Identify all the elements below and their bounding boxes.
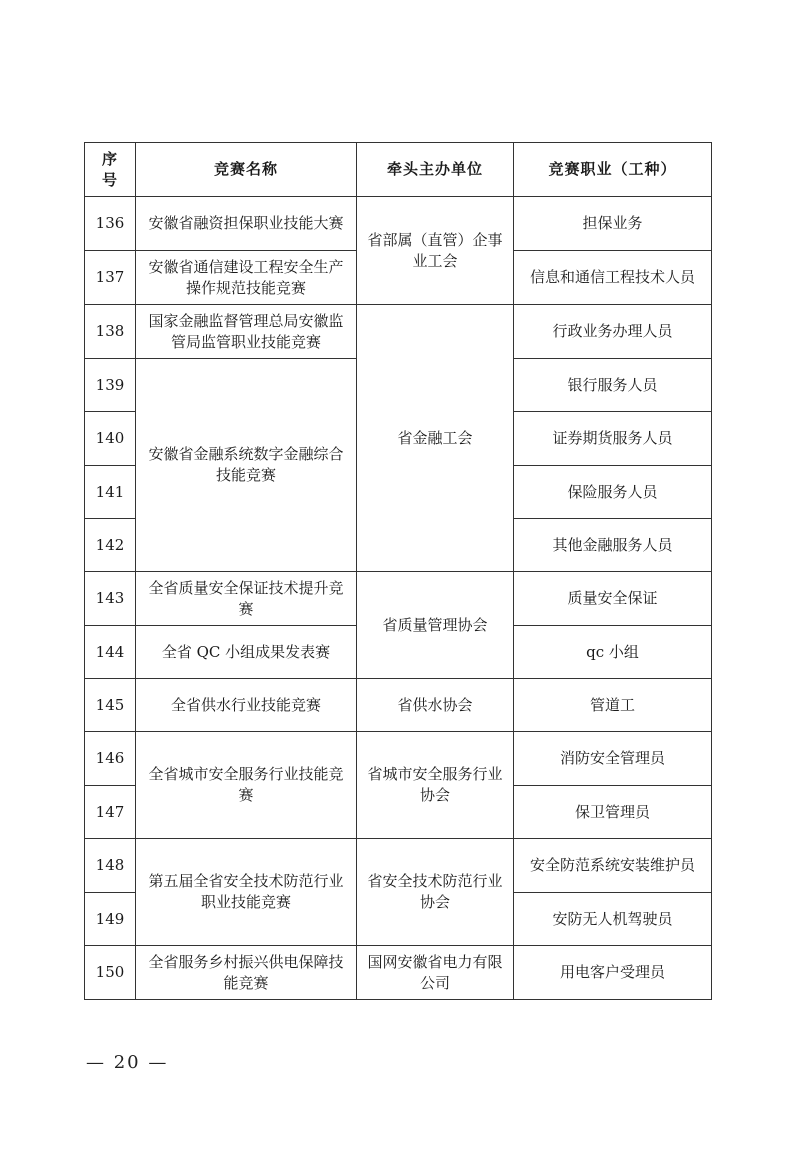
job-type: 担保业务 — [514, 197, 712, 251]
job-type: 用电客户受理员 — [514, 946, 712, 1000]
row-number: 139 — [85, 359, 136, 412]
competition-table — [84, 142, 712, 1000]
organizer: 省金融工会 — [357, 305, 514, 572]
header-name: 竞赛名称 — [136, 143, 357, 197]
row-number: 148 — [85, 839, 136, 893]
table-row — [85, 946, 712, 1000]
table-row — [85, 305, 712, 359]
competition-name: 第五届全省安全技术防范行业职业技能竞赛 — [136, 839, 357, 946]
competition-name: 安徽省融资担保职业技能大赛 — [136, 197, 357, 251]
organizer: 省安全技术防范行业协会 — [357, 839, 514, 946]
competition-name: 安徽省通信建设工程安全生产操作规范技能竞赛 — [136, 251, 357, 305]
organizer: 省供水协会 — [357, 679, 514, 732]
organizer: 省质量管理协会 — [357, 572, 514, 679]
organizer: 省部属（直管）企事业工会 — [357, 197, 514, 305]
job-type: qc 小组 — [514, 626, 712, 679]
competition-name: 全省服务乡村振兴供电保障技能竞赛 — [136, 946, 357, 1000]
row-number: 138 — [85, 305, 136, 359]
header-job: 竞赛职业（工种） — [514, 143, 712, 197]
job-type: 管道工 — [514, 679, 712, 732]
job-type: 信息和通信工程技术人员 — [514, 251, 712, 305]
competition-name: 国家金融监督管理总局安徽监管局监管职业技能竞赛 — [136, 305, 357, 359]
competition-name: 全省供水行业技能竞赛 — [136, 679, 357, 732]
row-number: 147 — [85, 786, 136, 839]
job-type: 安全防范系统安装维护员 — [514, 839, 712, 893]
table-row — [85, 679, 712, 732]
table-row — [85, 732, 712, 786]
row-number: 150 — [85, 946, 136, 1000]
header-no: 序号 — [85, 143, 136, 197]
table-row — [85, 197, 712, 251]
job-type: 保险服务人员 — [514, 466, 712, 519]
job-type: 质量安全保证 — [514, 572, 712, 626]
page-number: — 20 — — [86, 1052, 169, 1073]
job-type: 证券期货服务人员 — [514, 412, 712, 466]
competition-name: 全省 QC 小组成果发表赛 — [136, 626, 357, 679]
job-type: 安防无人机驾驶员 — [514, 893, 712, 946]
table-row — [85, 839, 712, 893]
job-type: 行政业务办理人员 — [514, 305, 712, 359]
row-number: 146 — [85, 732, 136, 786]
row-number: 141 — [85, 466, 136, 519]
organizer: 省城市安全服务行业协会 — [357, 732, 514, 839]
job-type: 银行服务人员 — [514, 359, 712, 412]
job-type: 其他金融服务人员 — [514, 519, 712, 572]
job-type: 保卫管理员 — [514, 786, 712, 839]
header-org: 牵头主办单位 — [357, 143, 514, 197]
competition-name: 安徽省金融系统数字金融综合技能竞赛 — [136, 359, 357, 572]
table-row — [85, 572, 712, 626]
row-number: 149 — [85, 893, 136, 946]
row-number: 145 — [85, 679, 136, 732]
competition-name: 全省质量安全保证技术提升竞赛 — [136, 572, 357, 626]
organizer: 国网安徽省电力有限公司 — [357, 946, 514, 1000]
row-number: 136 — [85, 197, 136, 251]
table-header-row — [85, 143, 712, 197]
row-number: 137 — [85, 251, 136, 305]
row-number: 140 — [85, 412, 136, 466]
job-type: 消防安全管理员 — [514, 732, 712, 786]
row-number: 143 — [85, 572, 136, 626]
row-number: 144 — [85, 626, 136, 679]
row-number: 142 — [85, 519, 136, 572]
competition-name: 全省城市安全服务行业技能竞赛 — [136, 732, 357, 839]
